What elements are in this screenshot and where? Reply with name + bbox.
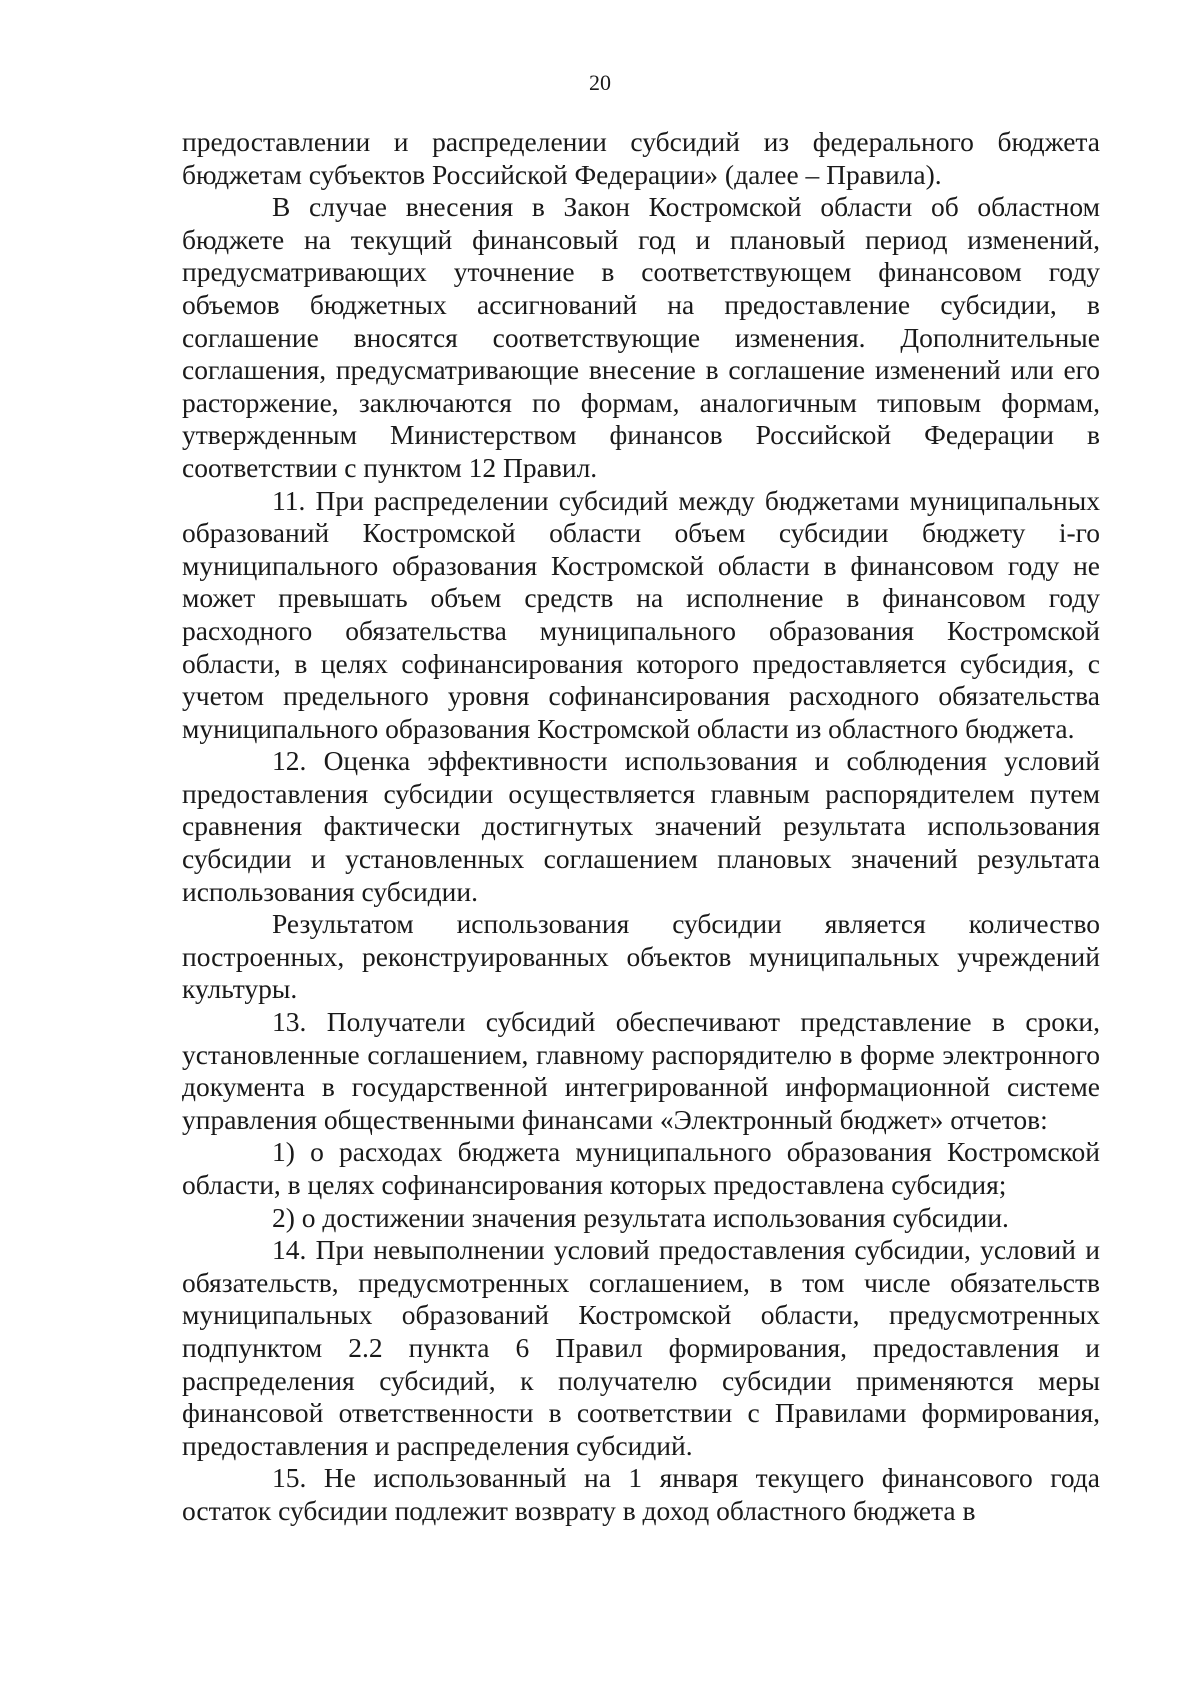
paragraph-report-2: 2) о достижении значения результата использования субсидии. [272,1201,1009,1233]
paragraph-report-1: 1) о расходах бюджета муниципального образования Костромской области, в целях софинансирования которых предоставлена субсидия; [182,1136,1100,1200]
page-number: 20 [589,70,611,95]
paragraph-item-15: 15. Не использованный на 1 января текущего финансового года остаток субсидии подлежит возврату в доход областного бюджета в [182,1462,1100,1526]
document-body [182,126,1100,1528]
paragraph-item-13: 13. Получатели субсидий обеспечивают представление в сроки, установленные соглашением, главному распорядителю в форме электронного документа в государственной интегрированной информационной системе управления общественными финансами «Электронный бюджет» отчетов: [182,1006,1100,1135]
paragraph-item-14: 14. При невыполнении условий предоставления субсидии, условий и обязательств, предусмотренных соглашением, в том числе обязательств муниципальных образований Костромской области, предусмотренных подпунктом 2.2 пункта 6 Правил формирования, предоставления и распределения субсидий, к получателю субсидии применяются меры финансовой ответственности в соответствии с Правилами формирования, предоставления и распределения субсидий. [182,1234,1100,1461]
paragraph-budget-amendments: В случае внесения в Закон Костромской области об областном бюджете на текущий финансовый год и плановый период изменений, предусматривающих уточнение в соответствующем финансовом году объемов бюджетных ассигнований на предоставление субсидии, в соглашение вносятся соответствующие изменения. Дополнительные соглашения, предусматривающие внесение в соглашение изменений или его расторжение, заключаются по формам, аналогичным типовым формам, утвержденным Министерством финансов Российской Федерации в соответствии с пунктом 12 Правил. [182,191,1100,483]
paragraph-item-11: 11. При распределении субсидий между бюджетами муниципальных образований Костромской области объем субсидии бюджету i-го муниципального образования Костромской области в финансовом году не может превышать объем средств на исполнение в финансовом году расходного обязательства муниципального образования Костромской области, в целях софинансирования которого предоставляется субсидия, с учетом предельного уровня софинансирования расходного обязательства муниципального образования Костромской области из областного бюджета. [182,484,1100,744]
paragraph-result: Результатом использования субсидии является количество построенных, реконструированных объектов муниципальных учреждений культуры. [182,908,1100,1005]
paragraph-continuation: предоставлении и распределении субсидий из федерального бюджета бюджетам субъектов Российской Федерации» (далее – Правила). [182,126,1100,190]
paragraph-item-12: 12. Оценка эффективности использования и соблюдения условий предоставления субсидии осуществляется главным распорядителем путем сравнения фактически достигнутых значений результата использования субсидии и установленных соглашением плановых значений результата использования субсидии. [182,745,1100,907]
